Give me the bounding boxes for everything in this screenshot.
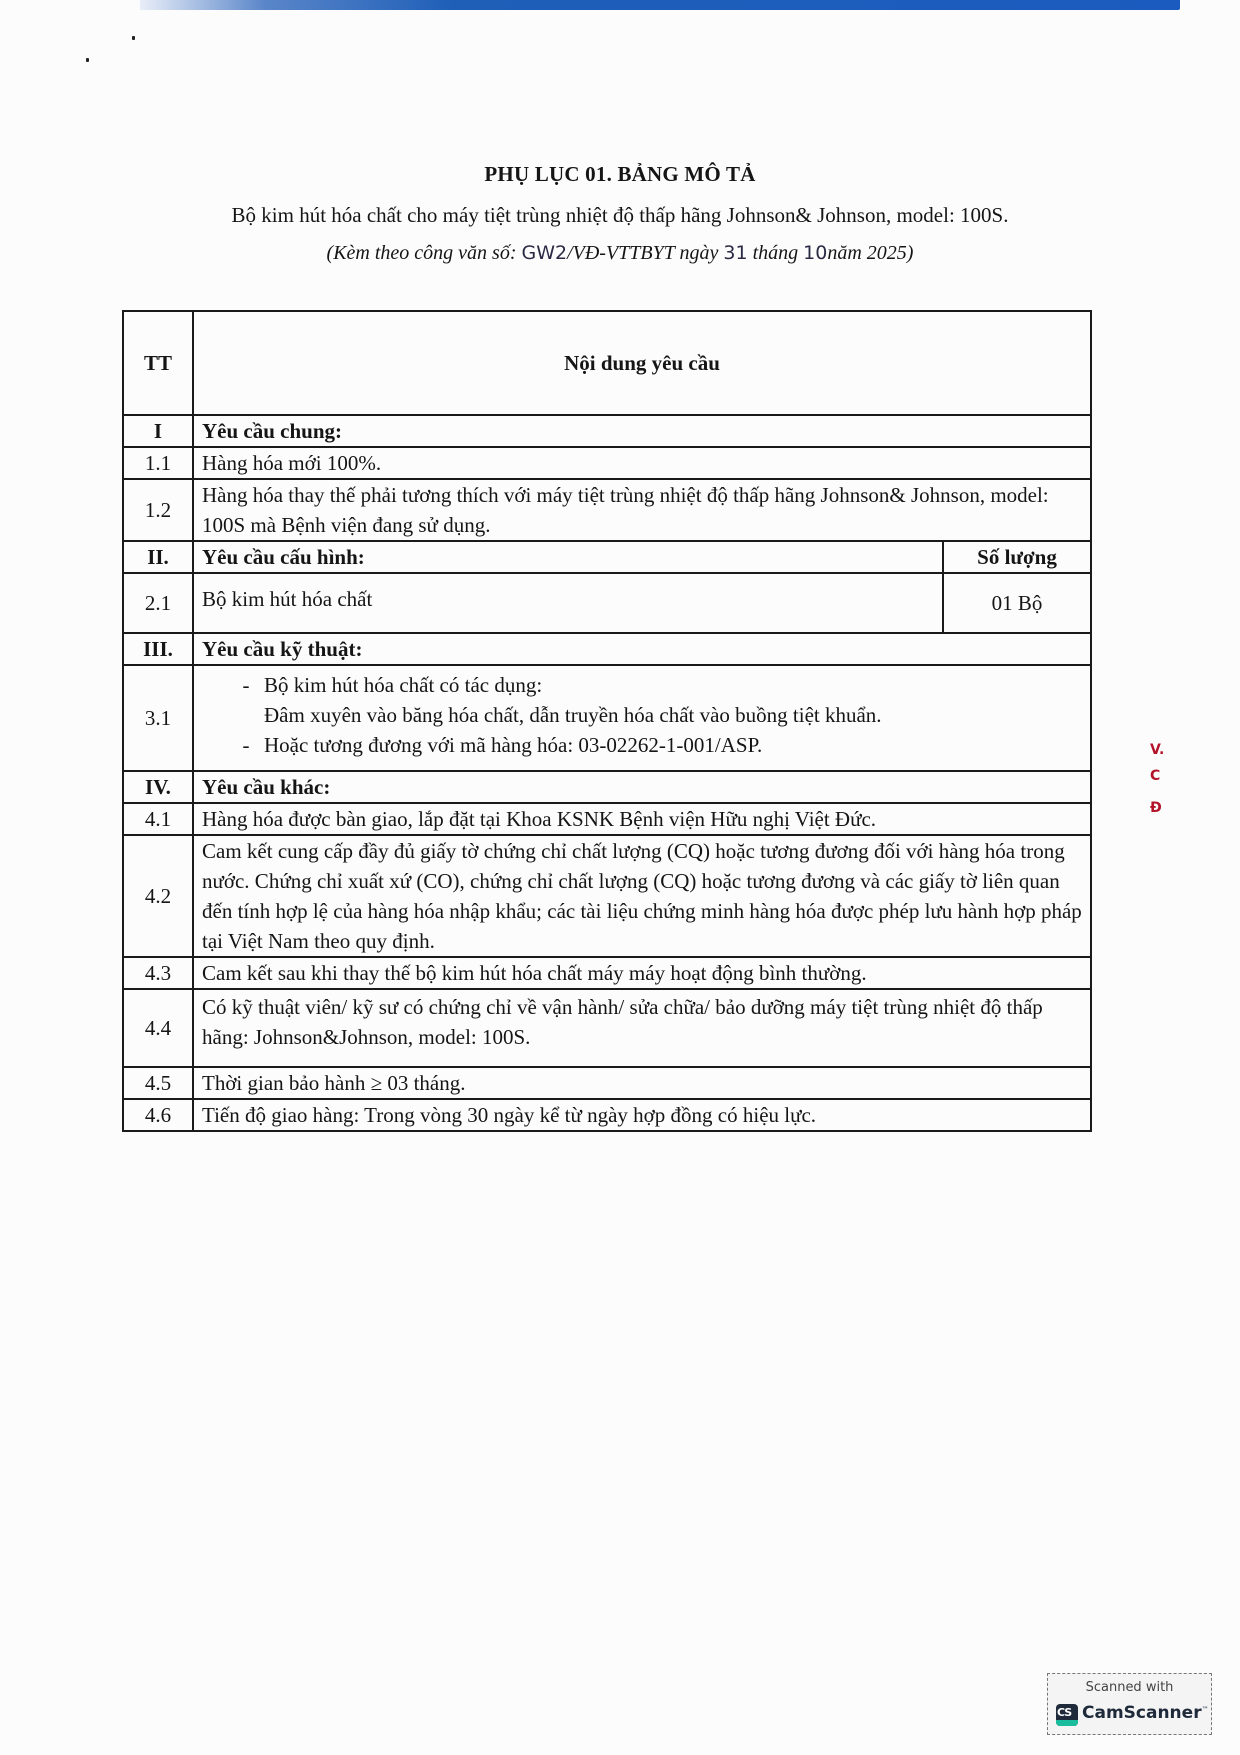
row-text: Hàng hóa mới 100%.: [193, 447, 1091, 479]
camscanner-watermark: [1047, 1673, 1212, 1735]
table-row: [123, 835, 1091, 957]
watermark-caption: Scanned with: [1085, 1680, 1174, 1695]
table-row: [123, 957, 1091, 989]
trademark: ™: [1201, 1705, 1209, 1714]
row-text: Tiến độ giao hàng: Trong vòng 30 ngày kể từ ngày hợp đồng có hiệu lực.: [193, 1099, 1091, 1131]
reference-month-label: tháng: [747, 242, 804, 264]
camscanner-logo-icon: [1056, 1704, 1078, 1726]
stamp-fragment-letter: V.: [1150, 742, 1165, 758]
bullet-item: [202, 670, 1082, 700]
bullet-item: [202, 730, 1082, 760]
row-number: 1.2: [123, 479, 193, 541]
row-text: Hàng hóa được bàn giao, lắp đặt tại Khoa KSNK Bệnh viện Hữu nghị Việt Đức.: [193, 803, 1091, 835]
row-number: 4.3: [123, 957, 193, 989]
reference-line: [0, 242, 1240, 265]
table-row: [123, 447, 1091, 479]
row-number: 4.1: [123, 803, 193, 835]
section-number: I: [123, 415, 193, 447]
row-text: Cam kết cung cấp đầy đủ giấy tờ chứng chỉ chất lượng (CQ) hoặc tương đương đối với hàng hóa trong nước. Chứng chỉ xuất xứ (CO), chứng chỉ chất lượng (CQ) hoặc tương đương và các giấy tờ liên quan đến tính hợp lệ của hàng hóa nhập khẩu; các tài liệu chứng minh hàng hóa được phép lưu hành hợp pháp tại Việt Nam theo quy định.: [193, 835, 1091, 957]
header-row: [123, 311, 1091, 415]
section-row: [123, 415, 1091, 447]
requirements-table: [122, 310, 1092, 1132]
document-title: PHỤ LỤC 01. BẢNG MÔ TẢ: [484, 162, 756, 186]
brand-name: CamScanner: [1082, 1703, 1202, 1723]
reference-code: /VĐ-VTTBYT ngày: [567, 242, 724, 264]
bullet-text: Bộ kim hút hóa chất có tác dụng:: [264, 673, 543, 697]
table-row: [123, 803, 1091, 835]
row-number: 3.1: [123, 665, 193, 771]
table-row: [123, 573, 1091, 633]
header-quantity: Số lượng: [943, 541, 1091, 573]
handwritten-month: 10: [803, 242, 828, 264]
stamp-fragment-letter: C: [1150, 768, 1161, 784]
header-content: Nội dung yêu cầu: [193, 311, 1091, 415]
section-title: Yêu cầu khác:: [193, 771, 1091, 803]
reference-year: năm 2025): [827, 242, 914, 264]
section-number: IV.: [123, 771, 193, 803]
section-title: Yêu cầu kỹ thuật:: [193, 633, 1091, 665]
row-quantity: 01 Bộ: [943, 573, 1091, 633]
table-row: [123, 479, 1091, 541]
table-row: [123, 1099, 1091, 1131]
bullet-text: Hoặc tương đương với mã hàng hóa: 03-02262-1-001/ASP.: [264, 733, 763, 757]
header-tt: TT: [123, 311, 193, 415]
row-text: Hàng hóa thay thế phải tương thích với máy tiệt trùng nhiệt độ thấp hãng Johnson& Johnson, model: 100S mà Bệnh viện đang sử dụng.: [193, 479, 1091, 541]
row-number: 4.4: [123, 989, 193, 1067]
table-row: [123, 989, 1091, 1067]
table-row: [123, 665, 1091, 771]
table-row: [123, 1067, 1091, 1099]
row-text: Thời gian bảo hành ≥ 03 tháng.: [193, 1067, 1091, 1099]
bullet-dash: -: [242, 733, 250, 757]
scan-speck: [86, 58, 89, 62]
section-number: II.: [123, 541, 193, 573]
row-number: 4.5: [123, 1067, 193, 1099]
row-text: Có kỹ thuật viên/ kỹ sư có chứng chỉ về vận hành/ sửa chữa/ bảo dưỡng máy tiệt trùng nhiệt độ thấp hãng: Johnson&Johnson, model: 100S.: [193, 989, 1091, 1067]
watermark-brand: [1082, 1703, 1209, 1723]
scanner-edge-bar: [140, 0, 1180, 10]
stamp-fragment-letter: Đ: [1150, 800, 1162, 816]
section-row: [123, 541, 1091, 573]
row-number: 4.6: [123, 1099, 193, 1131]
row-number: 2.1: [123, 573, 193, 633]
document-subtitle: Bộ kim hút hóa chất cho máy tiệt trùng nhiệt độ thấp hãng Johnson& Johnson, model: 100S.: [231, 203, 1009, 227]
row-text: Cam kết sau khi thay thế bộ kim hút hóa chất máy máy hoạt động bình thường.: [193, 957, 1091, 989]
bullet-dash: -: [242, 673, 250, 697]
scan-speck: [132, 36, 135, 40]
section-number: III.: [123, 633, 193, 665]
handwritten-number: GW2: [521, 242, 568, 264]
section-title: Yêu cầu chung:: [193, 415, 1091, 447]
logo-letters: CS: [1057, 1706, 1072, 1719]
row-number: 4.2: [123, 835, 193, 957]
reference-prefix: (Kèm theo công văn số:: [326, 242, 522, 264]
row-number: 1.1: [123, 447, 193, 479]
handwritten-day: 31: [723, 242, 748, 264]
row-text: Bộ kim hút hóa chất: [193, 573, 943, 633]
section-row: [123, 771, 1091, 803]
bullet-continuation: Đâm xuyên vào băng hóa chất, dẫn truyền hóa chất vào buồng tiệt khuẩn.: [264, 703, 882, 727]
row-bullets: [193, 665, 1091, 771]
section-row: [123, 633, 1091, 665]
section-title: Yêu cầu cấu hình:: [193, 541, 943, 573]
